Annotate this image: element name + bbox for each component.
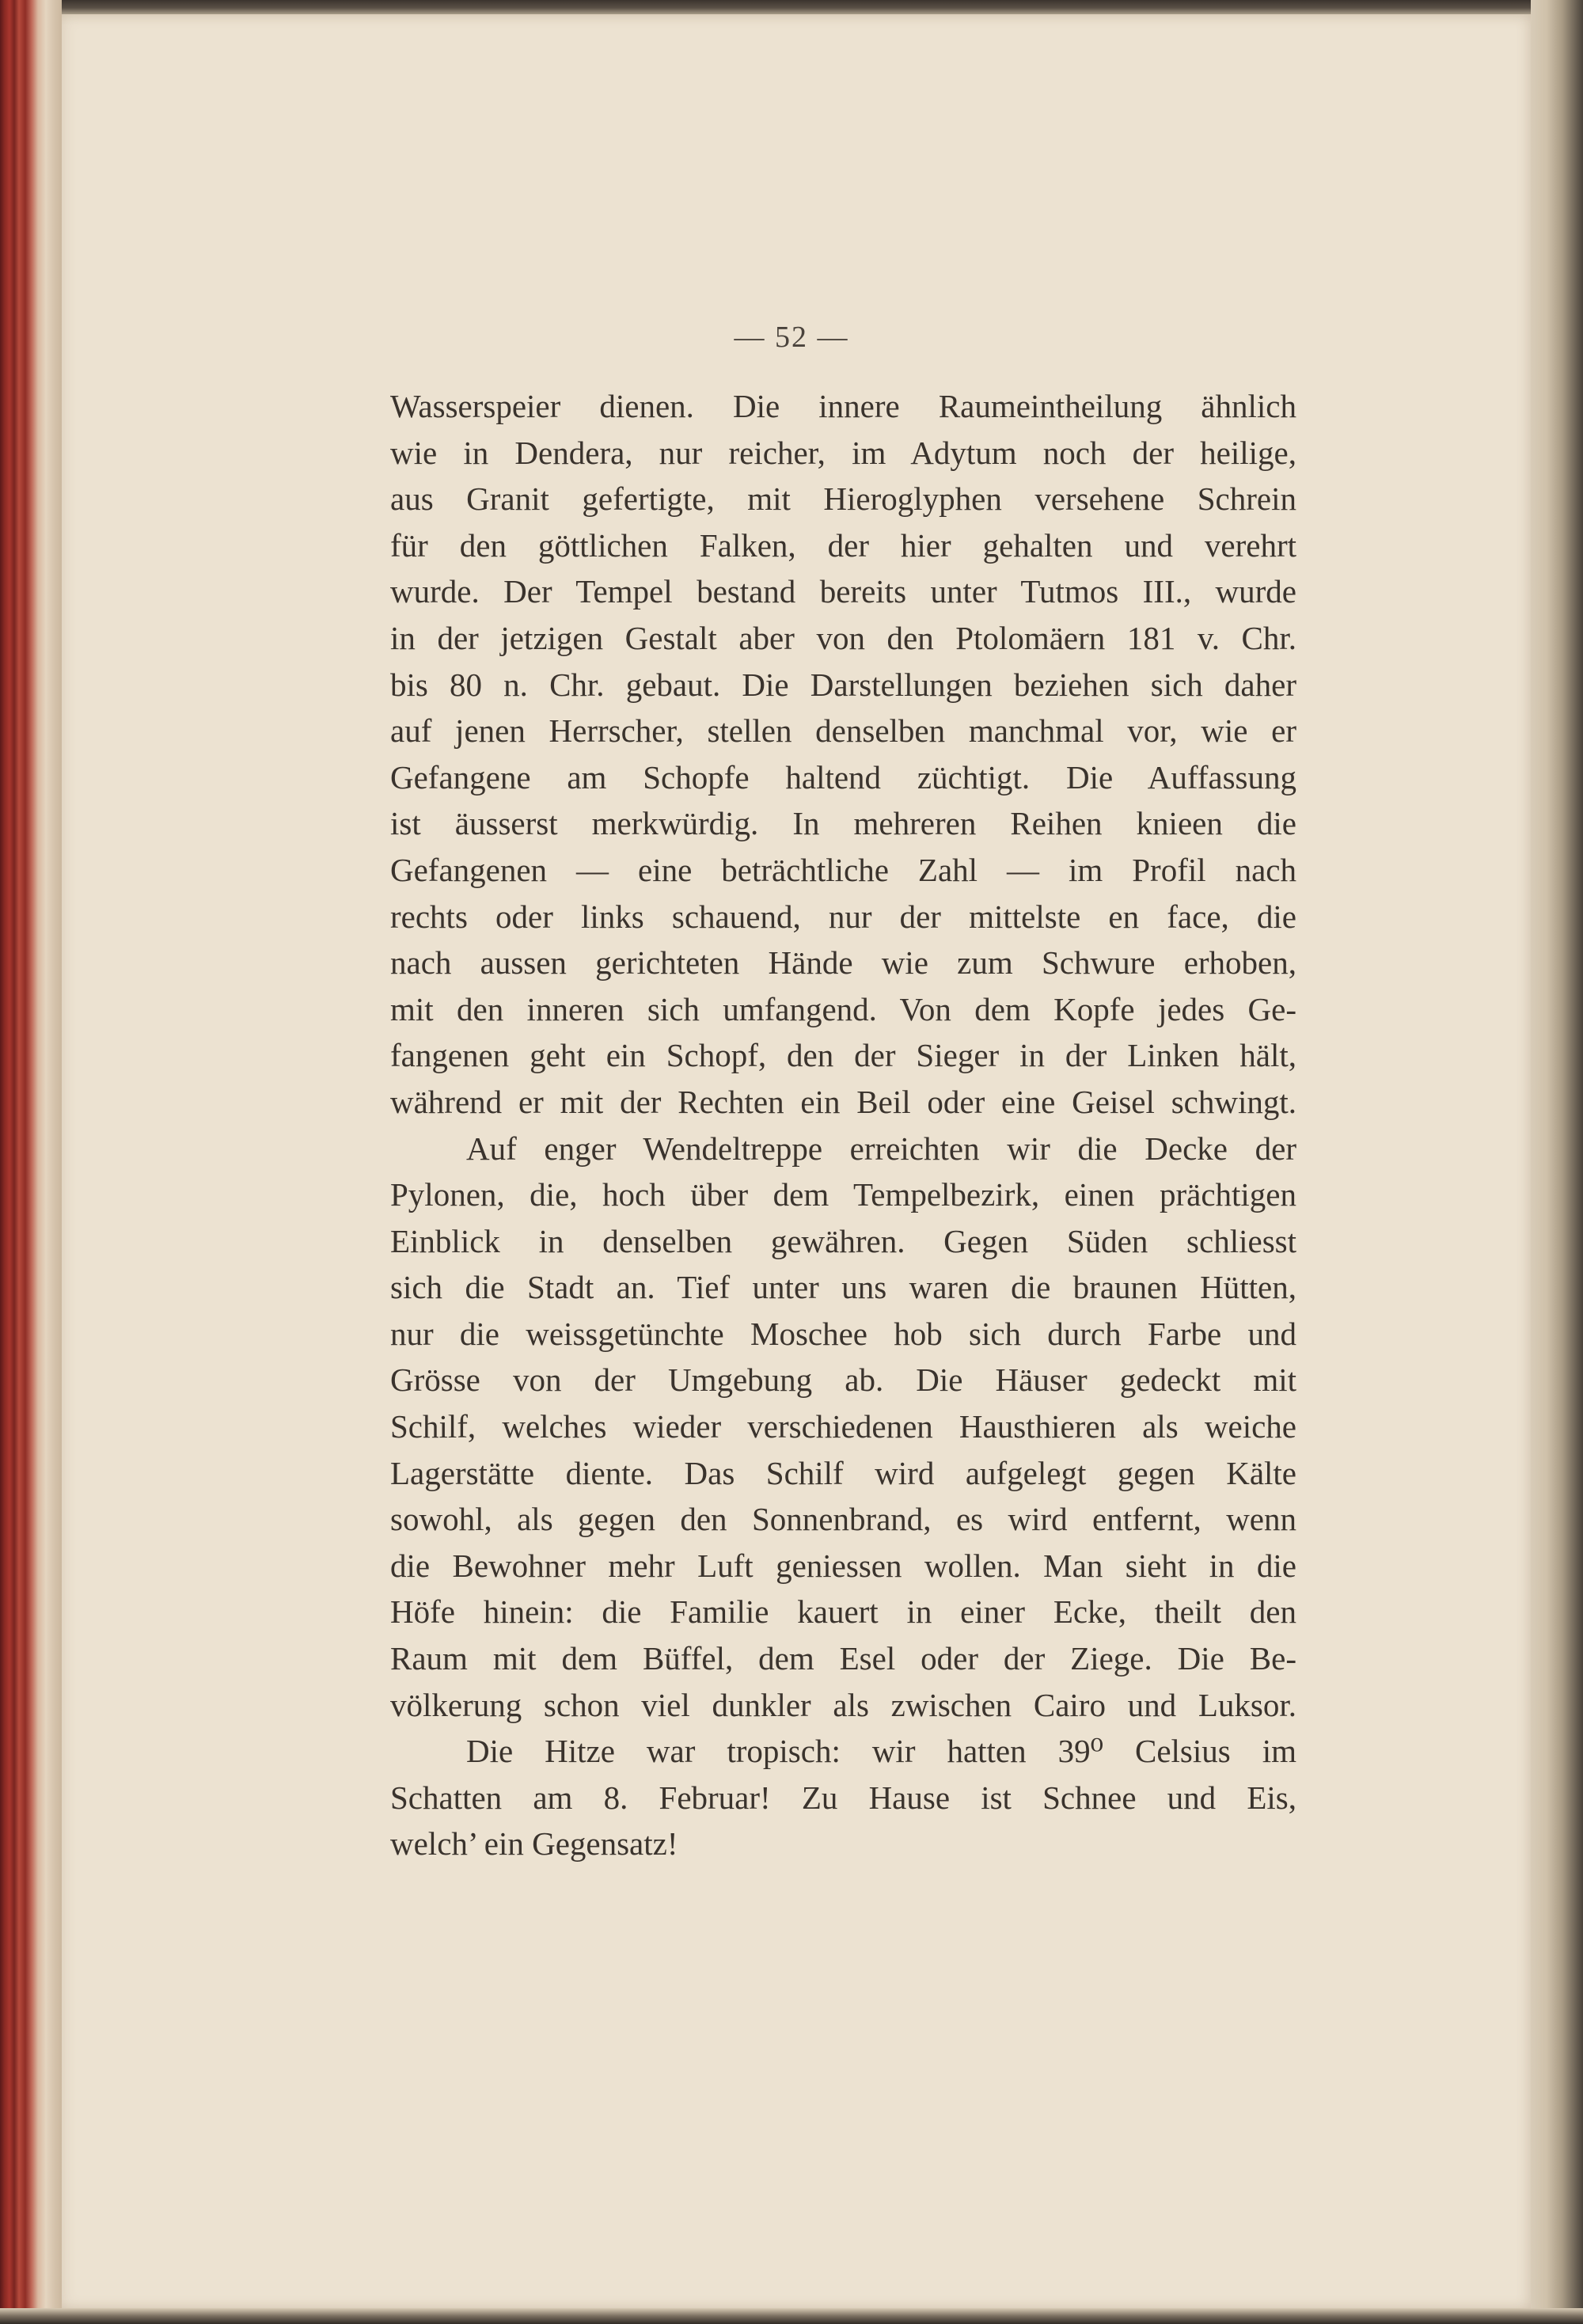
text-line: Raum mit dem Büffel, dem Esel oder der Ziege. Die Be- xyxy=(390,1640,1296,1677)
text-line: ist äusserst merkwürdig. In mehreren Reihen knieen die xyxy=(390,805,1296,842)
paragraph-3 xyxy=(390,1728,1296,1867)
text-line: Schilf, welches wieder verschiedenen Hausthieren als weiche xyxy=(390,1408,1296,1445)
text-line: Die Hitze war tropisch: wir hatten 39⁰ Celsius im xyxy=(466,1733,1296,1770)
text-line: Lagerstätte diente. Das Schilf wird aufgelegt gegen Kälte xyxy=(390,1454,1296,1491)
text-line: für den göttlichen Falken, der hier gehalten und verehrt xyxy=(390,526,1296,564)
text-line: Wasserspeier dienen. Die innere Raumeintheilung ähnlich xyxy=(390,388,1296,424)
text-line: Grösse von der Umgebung ab. Die Häuser gedeckt mit xyxy=(390,1361,1296,1399)
text-line: mit den inneren sich umfangend. Von dem Kopfe jedes Ge- xyxy=(390,990,1296,1027)
text-line: Pylonen, die, hoch über dem Tempelbezirk, einen prächtigen xyxy=(390,1176,1296,1213)
text-line: Einblick in denselben gewähren. Gegen Süden schliesst xyxy=(390,1222,1296,1259)
text-line: sowohl, als gegen den Sonnenbrand, es wird entfernt, wenn xyxy=(390,1501,1296,1538)
text-line: während er mit der Rechten ein Beil oder eine Geisel schwingt. xyxy=(390,1083,1296,1120)
text-line: wurde. Der Tempel bestand bereits unter Tutmos III., wurde xyxy=(390,573,1296,610)
text-line: fangenen geht ein Schopf, den der Sieger in der Linken hält, xyxy=(390,1037,1296,1074)
text-line: bis 80 n. Chr. gebaut. Die Darstellungen beziehen sich daher xyxy=(390,666,1296,703)
text-line: völkerung schon viel dunkler als zwischen Cairo und Luksor. xyxy=(390,1686,1296,1723)
paragraph-1 xyxy=(390,383,1296,1126)
text-line: sich die Stadt an. Tief unter uns waren die braunen Hütten, xyxy=(390,1269,1296,1306)
text-line: auf jenen Herrscher, stellen denselben manchmal vor, wie er xyxy=(390,712,1296,750)
text-line: die Bewohner mehr Luft geniessen wollen. Man sieht in die xyxy=(390,1547,1296,1584)
body-text xyxy=(390,383,1296,1867)
text-line: Schatten am 8. Februar! Zu Hause ist Schnee und Eis, xyxy=(390,1779,1296,1816)
text-line: nur die weissgetünchte Moschee hob sich durch Farbe und xyxy=(390,1315,1296,1352)
text-line: Gefangene am Schopfe haltend züchtigt. Die Auffassung xyxy=(390,758,1296,796)
page-number: — 52 — xyxy=(734,321,849,354)
text-line: welch’ ein Gegensatz! xyxy=(390,1825,678,1863)
text-line: rechts oder links schauend, nur der mittelste en face, die xyxy=(390,898,1296,935)
text-line: in der jetzigen Gestalt aber von den Ptolomäern 181 v. Chr. xyxy=(390,619,1296,656)
text-line: nach aussen gerichteten Hände wie zum Schwure erhoben, xyxy=(390,944,1296,982)
text-line: wie in Dendera, nur reicher, im Adytum noch der heilige, xyxy=(390,434,1296,471)
paragraph-2 xyxy=(390,1126,1296,1729)
text-line: aus Granit gefertigte, mit Hieroglyphen versehene Schrein xyxy=(390,480,1296,518)
text-line: Höfe hinein: die Familie kauert in einer Ecke, theilt den xyxy=(390,1593,1296,1631)
text-line: Auf enger Wendeltreppe erreichten wir die Decke der xyxy=(466,1130,1296,1167)
page-bottom-edge xyxy=(0,2308,1583,2324)
text-line: Gefangenen — eine beträchtliche Zahl — im Profil nach xyxy=(390,851,1296,888)
